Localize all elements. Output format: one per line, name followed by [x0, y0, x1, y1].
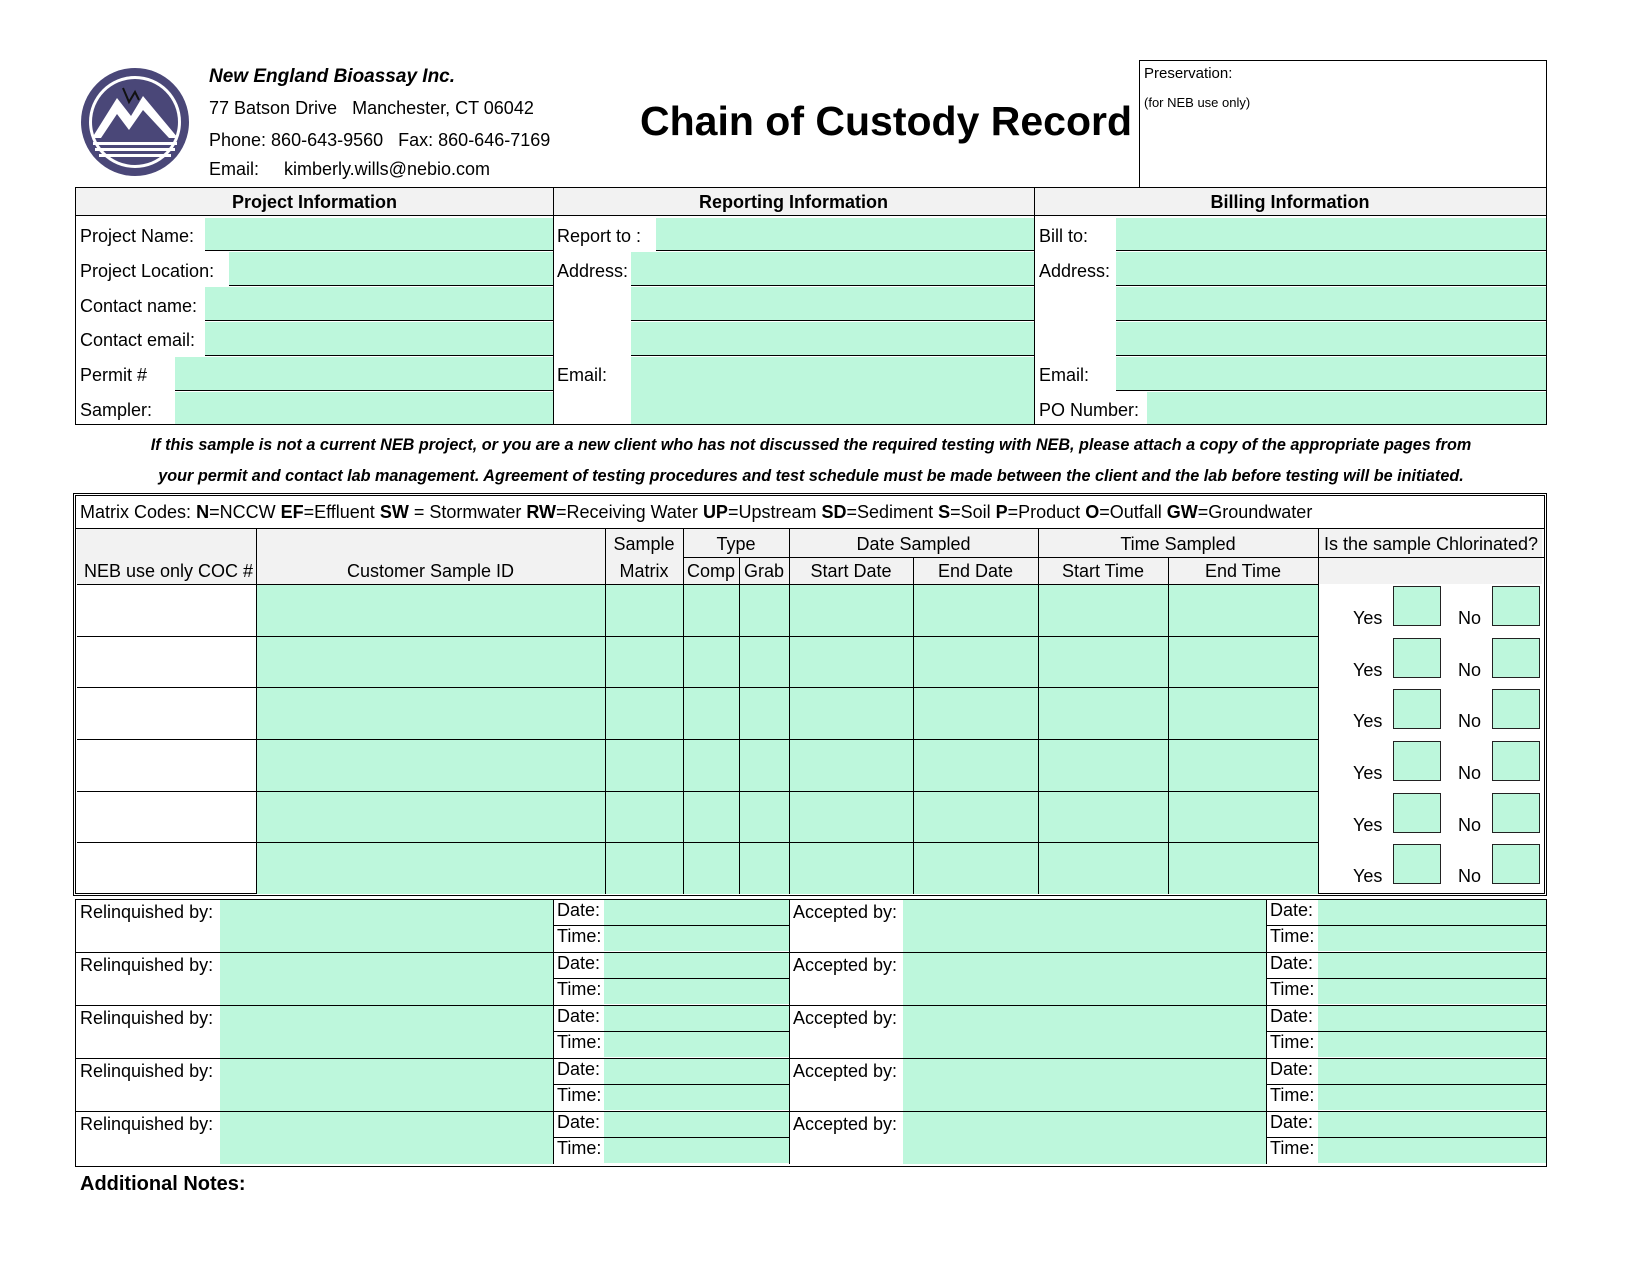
customer-id-cell[interactable]	[256, 842, 605, 894]
bill-to-field[interactable]	[1116, 218, 1546, 251]
chlorinated-yes-checkbox[interactable]	[1393, 638, 1441, 678]
report-address-field-3[interactable]	[631, 322, 1034, 356]
custody-row-divider	[75, 1005, 1547, 1006]
preservation-note: (for NEB use only)	[1144, 95, 1251, 110]
accept-date-field[interactable]	[1318, 1006, 1546, 1031]
relinquish-date-label: Date:	[557, 953, 601, 973]
chlorinated-yes-label: Yes	[1353, 607, 1383, 628]
row-divider	[77, 791, 1318, 792]
matrix-cell[interactable]	[605, 739, 683, 791]
preservation-box[interactable]	[1139, 60, 1547, 188]
accepted-field[interactable]	[903, 1059, 1266, 1111]
header-type: Type	[716, 533, 756, 554]
header-time-sampled: Time Sampled	[1120, 533, 1236, 554]
chlorinated-yes-label: Yes	[1353, 711, 1383, 732]
accepted-label: Accepted by:	[793, 1008, 898, 1028]
accept-date-field[interactable]	[1318, 900, 1546, 925]
matrix-cell[interactable]	[605, 791, 683, 843]
chlorinated-no-checkbox[interactable]	[1492, 793, 1540, 833]
page-title: Chain of Custody Record	[640, 98, 1133, 144]
grab-cell[interactable]	[739, 687, 789, 739]
chlorinated-no-checkbox[interactable]	[1492, 586, 1540, 626]
comp-cell[interactable]	[683, 791, 739, 843]
po-number-field[interactable]	[1147, 392, 1546, 424]
header-chlor-line	[1318, 557, 1544, 558]
end-date-cell[interactable]	[913, 636, 1038, 688]
report-email-label: Email:	[557, 365, 608, 385]
comp-cell[interactable]	[683, 584, 739, 636]
relinquished-label: Relinquished by:	[80, 1114, 214, 1134]
header-sample: Sample	[613, 533, 675, 554]
customer-id-cell[interactable]	[256, 687, 605, 739]
chlorinated-yes-checkbox[interactable]	[1393, 689, 1441, 729]
start-time-cell[interactable]	[1038, 842, 1168, 894]
relinquish-date-field[interactable]	[604, 1006, 789, 1031]
contact-name-field[interactable]	[205, 287, 553, 321]
header-date-sampled: Date Sampled	[856, 533, 971, 554]
accepted-field[interactable]	[903, 1112, 1266, 1164]
relinquished-field[interactable]	[220, 953, 553, 1005]
accept-date-field[interactable]	[1318, 1059, 1546, 1084]
relinquished-label: Relinquished by:	[80, 1008, 214, 1028]
coc-cell[interactable]	[77, 687, 256, 739]
relinquish-time-label: Time:	[557, 926, 602, 946]
accepted-field[interactable]	[903, 953, 1266, 1005]
matrix-code-desc: =Upstream	[727, 502, 822, 522]
header-sub-line	[683, 557, 1318, 558]
accept-time-field[interactable]	[1318, 926, 1546, 951]
header-customer-id: Customer Sample ID	[346, 560, 515, 581]
matrix-code-desc: =Soil	[950, 502, 996, 522]
end-date-cell[interactable]	[913, 791, 1038, 843]
accepted-label: Accepted by:	[793, 902, 898, 922]
accept-time-label: Time:	[1270, 926, 1315, 946]
project-name-label: Project Name:	[80, 226, 195, 246]
bill-address-field-1[interactable]	[1116, 252, 1546, 286]
chlorinated-yes-label: Yes	[1353, 866, 1383, 887]
accept-time-label: Time:	[1270, 1032, 1315, 1052]
chlorinated-no-label: No	[1458, 711, 1482, 732]
customer-id-cell[interactable]	[256, 791, 605, 843]
relinquished-field[interactable]	[220, 1006, 553, 1058]
header-end-time: End Time	[1204, 560, 1282, 581]
sampler-field[interactable]	[175, 392, 553, 424]
grab-cell[interactable]	[739, 739, 789, 791]
company-email-label: Email:	[209, 159, 260, 179]
accept-date-field[interactable]	[1318, 1112, 1546, 1137]
column-divider	[739, 557, 740, 894]
matrix-code: N	[196, 502, 210, 522]
matrix-code: RW	[526, 502, 557, 522]
end-time-cell[interactable]	[1168, 584, 1318, 636]
chlorinated-no-checkbox[interactable]	[1492, 638, 1540, 678]
notice-line-1: If this sample is not a current NEB project, or you are a new client who has not discussed the required testing with NEB, please attach a copy of the appropriate pages from	[150, 436, 1472, 454]
relinquish-time-label: Time:	[557, 979, 602, 999]
accept-date-field[interactable]	[1318, 953, 1546, 978]
notice-line-2: your permit and contact lab management. Agreement of testing procedures and test schedule must be made between the client and the lab before testing will be initiated.	[158, 467, 1464, 485]
section-project: Project Information	[231, 191, 397, 212]
accepted-field[interactable]	[903, 900, 1266, 952]
relinquish-date-divider	[553, 1031, 789, 1032]
matrix-code-desc: =Sediment	[846, 502, 939, 522]
column-divider	[256, 529, 257, 894]
matrix-code: O	[1085, 502, 1100, 522]
relinquish-time-field[interactable]	[604, 1138, 789, 1163]
company-name: New England Bioassay Inc.	[209, 66, 456, 87]
relinquish-time-field[interactable]	[604, 926, 789, 951]
custody-row-divider	[75, 1058, 1547, 1059]
coc-cell[interactable]	[77, 739, 256, 791]
relinquished-field[interactable]	[220, 1059, 553, 1111]
header-start-time: Start Time	[1061, 560, 1145, 581]
permit-field[interactable]	[175, 357, 553, 391]
accept-time-label: Time:	[1270, 1085, 1315, 1105]
chlorinated-yes-label: Yes	[1353, 659, 1383, 680]
chlorinated-yes-label: Yes	[1353, 762, 1383, 783]
relinquish-date-divider	[553, 1084, 789, 1085]
accept-date-label: Date:	[1270, 1059, 1314, 1079]
additional-notes-label: Additional Notes:	[80, 1173, 246, 1195]
start-date-cell[interactable]	[789, 842, 913, 894]
start-date-cell[interactable]	[789, 739, 913, 791]
start-time-cell[interactable]	[1038, 739, 1168, 791]
column-divider	[1318, 529, 1319, 894]
comp-cell[interactable]	[683, 842, 739, 894]
column-divider	[1038, 529, 1039, 894]
accept-date-label: Date:	[1270, 1006, 1314, 1026]
permit-label: Permit #	[80, 365, 148, 385]
row-divider	[77, 687, 1318, 688]
column-divider	[913, 557, 914, 894]
chlorinated-no-label: No	[1458, 762, 1482, 783]
relinquished-label: Relinquished by:	[80, 902, 214, 922]
relinquish-date-label: Date:	[557, 1112, 601, 1132]
company-logo	[79, 66, 191, 178]
relinquish-time-field[interactable]	[604, 1085, 789, 1110]
header-end-date: End Date	[937, 560, 1014, 581]
matrix-codes	[80, 502, 1312, 523]
relinquished-field[interactable]	[220, 1112, 553, 1164]
relinquish-time-field[interactable]	[604, 1032, 789, 1057]
matrix-code-desc: =Receiving Water	[556, 502, 703, 522]
matrix-code: SD	[821, 502, 847, 522]
custody-column-divider	[1266, 899, 1267, 1164]
column-divider	[605, 529, 606, 894]
relinquish-date-label: Date:	[557, 900, 601, 920]
end-time-cell[interactable]	[1168, 842, 1318, 894]
matrix-codes-label: Matrix Codes:	[80, 502, 192, 522]
column-divider	[1168, 557, 1169, 894]
accept-time-field[interactable]	[1318, 1085, 1546, 1110]
matrix-codes-list	[196, 502, 1312, 522]
info-divider-1	[553, 188, 554, 424]
report-email-field[interactable]	[631, 357, 1034, 424]
relinquish-time-field[interactable]	[604, 979, 789, 1004]
bill-address-label: Address:	[1039, 261, 1111, 281]
accept-time-field[interactable]	[1318, 979, 1546, 1004]
company-email[interactable]: kimberly.wills@nebio.com	[284, 159, 490, 179]
report-to-field[interactable]	[656, 218, 1034, 251]
accept-date-divider	[1266, 1031, 1546, 1032]
grab-cell[interactable]	[739, 791, 789, 843]
relinquish-date-field[interactable]	[604, 900, 789, 925]
accept-date-divider	[1266, 1137, 1546, 1138]
header-comp: Comp	[686, 560, 735, 581]
chlorinated-no-checkbox[interactable]	[1492, 844, 1540, 884]
matrix-code-desc: = Stormwater	[408, 502, 527, 522]
relinquish-date-field[interactable]	[604, 1112, 789, 1137]
custody-column-divider	[789, 899, 790, 1164]
accept-time-label: Time:	[1270, 979, 1315, 999]
relinquish-date-field[interactable]	[604, 1059, 789, 1084]
comp-cell[interactable]	[683, 687, 739, 739]
chlorinated-yes-checkbox[interactable]	[1393, 793, 1441, 833]
accept-date-divider	[1266, 1084, 1546, 1085]
chlorinated-no-label: No	[1458, 866, 1482, 887]
header-grab: Grab	[743, 560, 785, 581]
relinquish-date-divider	[553, 925, 789, 926]
matrix-code: S	[938, 502, 951, 522]
end-time-cell[interactable]	[1168, 636, 1318, 688]
row-divider	[77, 739, 1318, 740]
bill-email-label: Email:	[1039, 365, 1090, 385]
matrix-cell[interactable]	[605, 636, 683, 688]
bill-email-field[interactable]	[1116, 357, 1546, 391]
start-date-cell[interactable]	[789, 584, 913, 636]
end-date-cell[interactable]	[913, 842, 1038, 894]
accepted-field[interactable]	[903, 1006, 1266, 1058]
logo-mountain-icon	[79, 66, 191, 178]
start-time-cell[interactable]	[1038, 791, 1168, 843]
accept-time-field[interactable]	[1318, 1032, 1546, 1057]
sampler-label: Sampler:	[80, 400, 153, 420]
coc-cell[interactable]	[77, 842, 256, 894]
header-chlorinated: Is the sample Chlorinated?	[1323, 533, 1539, 554]
end-date-cell[interactable]	[913, 584, 1038, 636]
accepted-label: Accepted by:	[793, 1061, 898, 1081]
bill-to-label: Bill to:	[1039, 226, 1089, 246]
relinquish-time-label: Time:	[557, 1085, 602, 1105]
matrix-code-desc: =Groundwater	[1197, 502, 1313, 522]
header-matrix: Matrix	[619, 560, 669, 581]
accept-time-label: Time:	[1270, 1138, 1315, 1158]
relinquished-label: Relinquished by:	[80, 955, 214, 975]
header-start-date: Start Date	[810, 560, 892, 581]
row-divider	[77, 842, 1318, 843]
end-time-cell[interactable]	[1168, 791, 1318, 843]
matrix-code-desc: =NCCW	[209, 502, 281, 522]
company-phone-fax: Phone: 860-643-9560 Fax: 860-646-7169	[209, 130, 551, 150]
coc-cell[interactable]	[77, 584, 256, 636]
custody-column-divider	[553, 899, 554, 1164]
bill-address-field-2[interactable]	[1116, 287, 1546, 321]
accept-time-field[interactable]	[1318, 1138, 1546, 1163]
chlorinated-no-checkbox[interactable]	[1492, 689, 1540, 729]
accept-date-label: Date:	[1270, 1112, 1314, 1132]
matrix-cell[interactable]	[605, 842, 683, 894]
info-divider-2	[1034, 188, 1035, 424]
custody-row-divider	[75, 952, 1547, 953]
contact-email-field[interactable]	[205, 322, 553, 356]
chlorinated-yes-checkbox[interactable]	[1393, 741, 1441, 781]
relinquished-field[interactable]	[220, 900, 553, 952]
project-location-field[interactable]	[229, 252, 553, 286]
comp-cell[interactable]	[683, 636, 739, 688]
row-divider	[77, 584, 1318, 585]
relinquished-label: Relinquished by:	[80, 1061, 214, 1081]
chlorinated-no-checkbox[interactable]	[1492, 741, 1540, 781]
company-address: 77 Batson Drive Manchester, CT 06042	[209, 98, 534, 118]
row-divider	[77, 636, 1318, 637]
grab-cell[interactable]	[739, 584, 789, 636]
chlorinated-yes-checkbox[interactable]	[1393, 844, 1441, 884]
po-number-label: PO Number:	[1039, 400, 1140, 420]
relinquish-date-field[interactable]	[604, 953, 789, 978]
accept-date-divider	[1266, 925, 1546, 926]
report-to-label: Report to :	[557, 226, 642, 246]
coc-cell[interactable]	[77, 636, 256, 688]
matrix-cell[interactable]	[605, 584, 683, 636]
start-date-cell[interactable]	[789, 791, 913, 843]
chlorinated-yes-checkbox[interactable]	[1393, 586, 1441, 626]
customer-id-cell[interactable]	[256, 739, 605, 791]
chlorinated-no-label: No	[1458, 814, 1482, 835]
matrix-code: UP	[702, 502, 728, 522]
matrix-code: SW	[379, 502, 409, 522]
header-coc: NEB use only COC #	[84, 561, 254, 581]
matrix-code-desc: =Outfall	[1099, 502, 1167, 522]
end-date-cell[interactable]	[913, 687, 1038, 739]
start-date-cell[interactable]	[789, 687, 913, 739]
matrix-code-desc: =Product	[1007, 502, 1086, 522]
bill-address-field-3[interactable]	[1116, 322, 1546, 356]
preservation-label: Preservation:	[1144, 65, 1233, 82]
end-time-cell[interactable]	[1168, 739, 1318, 791]
section-billing: Billing Information	[1210, 191, 1370, 212]
coc-cell[interactable]	[77, 791, 256, 843]
chlorinated-no-label: No	[1458, 659, 1482, 680]
chlorinated-no-label: No	[1458, 607, 1482, 628]
grab-cell[interactable]	[739, 636, 789, 688]
end-date-cell[interactable]	[913, 739, 1038, 791]
report-address-label: Address:	[557, 261, 629, 281]
contact-email-label: Contact email:	[80, 330, 196, 350]
accept-date-label: Date:	[1270, 900, 1314, 920]
column-divider	[789, 529, 790, 894]
customer-id-cell[interactable]	[256, 636, 605, 688]
relinquish-time-label: Time:	[557, 1032, 602, 1052]
report-address-field-2[interactable]	[631, 287, 1034, 321]
project-name-field[interactable]	[205, 218, 553, 251]
start-date-cell[interactable]	[789, 636, 913, 688]
end-time-cell[interactable]	[1168, 687, 1318, 739]
matrix-code: GW	[1166, 502, 1198, 522]
chlorinated-yes-label: Yes	[1353, 814, 1383, 835]
project-location-label: Project Location:	[80, 261, 215, 281]
comp-cell[interactable]	[683, 739, 739, 791]
relinquish-date-label: Date:	[557, 1006, 601, 1026]
column-divider	[683, 529, 684, 894]
matrix-code: P	[995, 502, 1008, 522]
matrix-cell[interactable]	[605, 687, 683, 739]
relinquish-date-label: Date:	[557, 1059, 601, 1079]
matrix-code: EF	[280, 502, 304, 522]
contact-name-label: Contact name:	[80, 296, 198, 316]
matrix-code-desc: =Effluent	[303, 502, 380, 522]
grab-cell[interactable]	[739, 842, 789, 894]
accept-date-label: Date:	[1270, 953, 1314, 973]
section-reporting: Reporting Information	[699, 191, 888, 212]
accepted-label: Accepted by:	[793, 1114, 898, 1134]
custody-row-divider	[75, 1111, 1547, 1112]
start-time-cell[interactable]	[1038, 584, 1168, 636]
start-time-cell[interactable]	[1038, 636, 1168, 688]
customer-id-cell[interactable]	[256, 584, 605, 636]
relinquish-date-divider	[553, 978, 789, 979]
accepted-label: Accepted by:	[793, 955, 898, 975]
relinquish-time-label: Time:	[557, 1138, 602, 1158]
accept-date-divider	[1266, 978, 1546, 979]
relinquish-date-divider	[553, 1137, 789, 1138]
report-address-field-1[interactable]	[631, 252, 1034, 286]
start-time-cell[interactable]	[1038, 687, 1168, 739]
